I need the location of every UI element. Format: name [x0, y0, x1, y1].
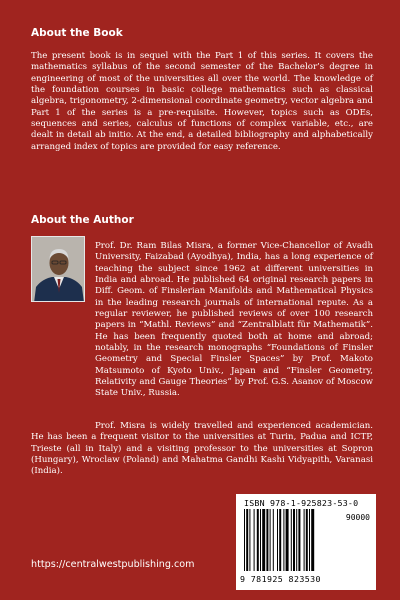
about-author-text: Prof. Dr. Ram Bilas Misra, a former Vice-Chancellor of Avadh University, Faizabad (Ayodhya), India, has a long experience of teaching the subject since 1962 at different universities in India and abroad. He published 64 original research papers in Diff. Geom. of Finslerian Manifolds and Mathematical Physics in the leading research journals of international repute. As a regular reviewer, he published reviews of over 100 research papers in “Mathl. Reviews” and “Zentralblatt für Mathematik”. He has been frequently quoted both at home and abroad; notably, in the research monographs “Foundations of Finsler Geometry and Special Finsler Spaces” by Prof. Makoto Matsumoto of Kyoto Univ., Japan and “Finsler Geometry, Relativity and Gauge Theories” by Prof. G.S. Asanov of Moscow State Univ., Russia.: [95, 241, 373, 399]
barcode-digits: 9 781925 823530: [240, 574, 321, 584]
price-code: 90000: [345, 513, 370, 522]
about-book-heading: About the Book: [31, 27, 123, 39]
publisher-website[interactable]: https://centralwestpublishing.com: [31, 559, 195, 570]
about-author-heading: About the Author: [31, 214, 134, 226]
about-author-text-continued: Prof. Misra is widely travelled and experienced academician. He has been a frequent visitor to the universities at Turin, Padua and ICTP, Trieste (all in Italy) and a visiting professor to the universities at Sopron (Hungary), Wroclaw (Poland) and Mahatma Gandhi Kashi Vidyapith, Varanasi (India).: [31, 421, 373, 477]
isbn-label: ISBN 978-1-925823-53-0: [244, 498, 359, 508]
about-book-text: The present book is in sequel with the Part 1 of this series. It covers the mathematics syllabus of the second semester of the Bachelor’s degree in engineering of most of the universities all over the world. The knowledge of the foundation courses in basic college mathematics such as classical algebra, trigonometry, 2-dimensional coordinate geometry, vector algebra and Part 1 of the series is a pre-requisite. However, topics such as ODEs, sequences and series, calculus of functions of complex variable, etc., are dealt in detail ab initio. At the end, a detailed bibliography and alphabetically arranged index of topics are provided for easy reference.: [31, 51, 373, 152]
barcode-box: [236, 494, 376, 590]
barcode-bars-icon: [242, 509, 342, 577]
author-photo: [31, 236, 85, 302]
